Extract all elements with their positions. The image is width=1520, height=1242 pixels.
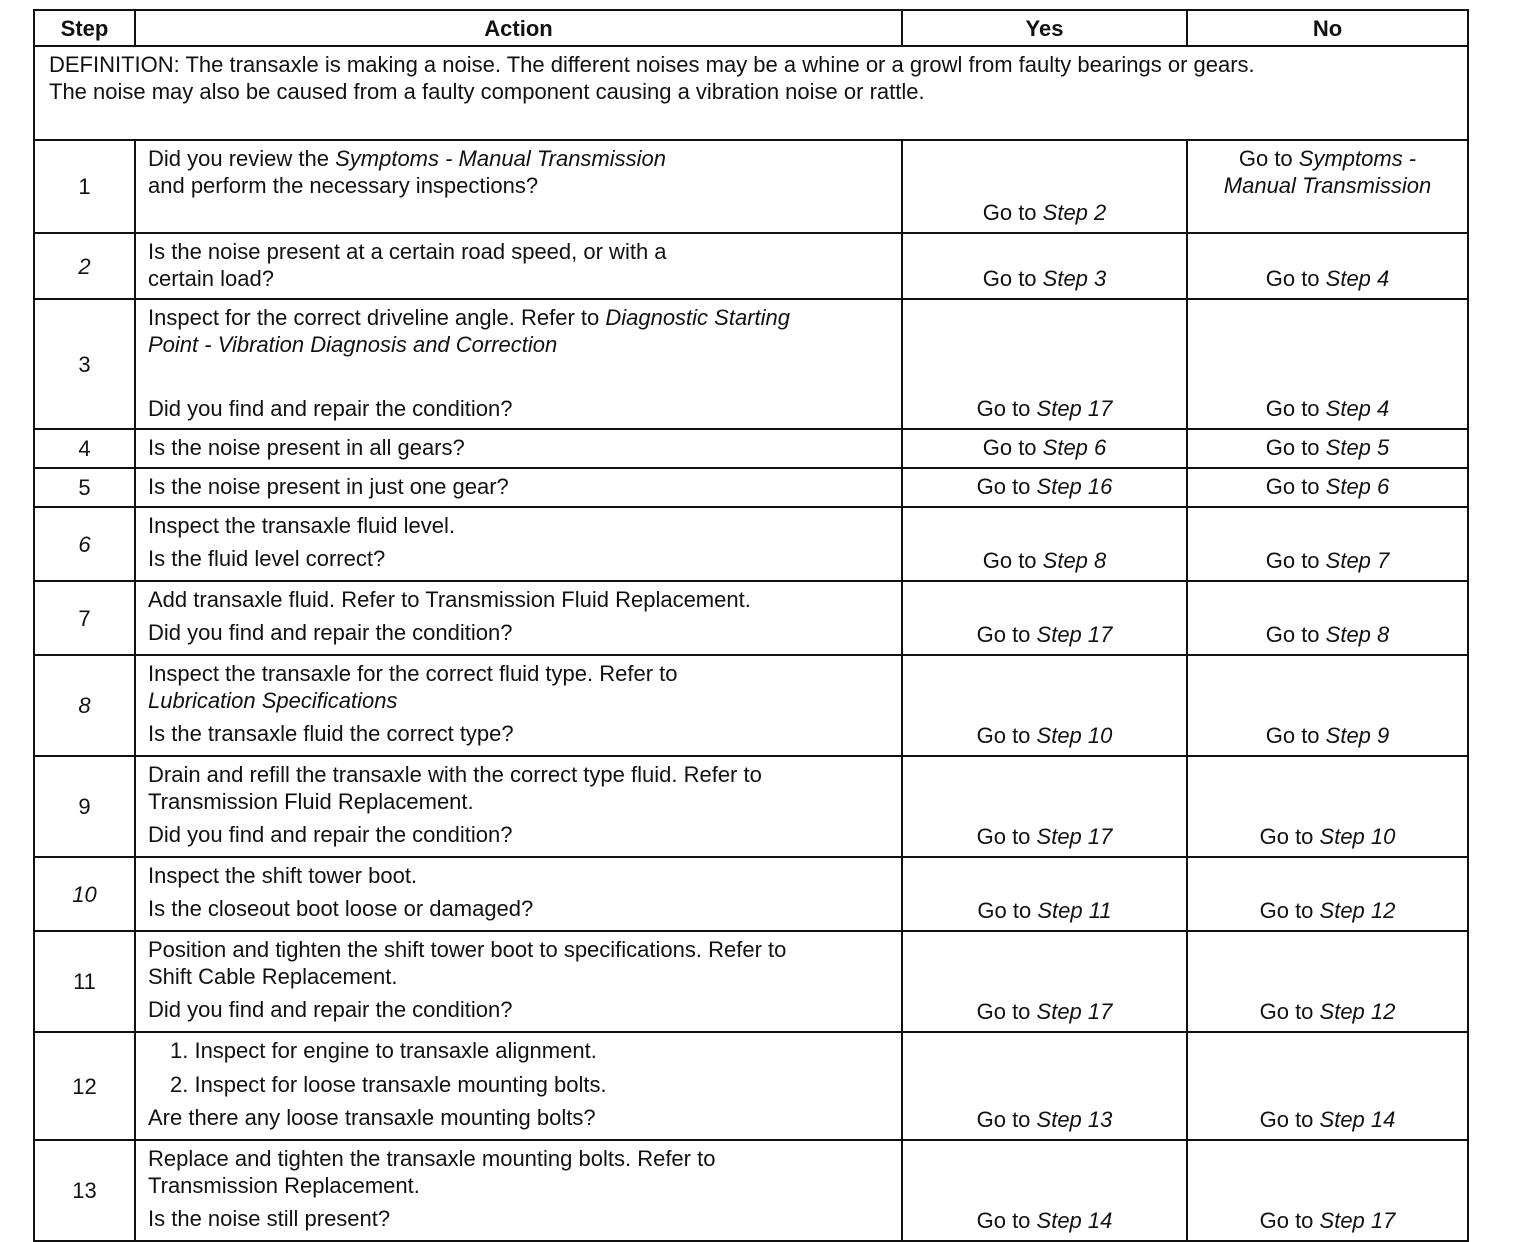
header-row [34,10,1468,46]
action-question: Is the closeout boot loose or damaged? [148,896,534,921]
yes-cell [902,655,1187,756]
yes-reference: Step 13 [1036,1107,1113,1132]
yes-reference: Step 3 [1042,266,1107,291]
no-cell [1187,507,1468,581]
no-prefix: Go to [1265,622,1326,647]
no-prefix: Go to [1259,999,1320,1024]
no-reference: Step 4 [1325,266,1390,291]
no-prefix: Go to [1259,1107,1320,1132]
no-prefix: Go to [1265,266,1326,291]
no-cell [1187,140,1468,233]
action-cell [135,857,902,931]
action-text: Transmission Replacement. [148,1173,420,1198]
action-text-plain: Did you review the [148,146,336,171]
action-text: Is the noise present in all gears? [148,435,465,460]
yes-cell [902,429,1187,468]
action-text: and perform the necessary inspections? [148,173,539,198]
table-row [34,756,1468,857]
no-prefix: Go to [1265,723,1326,748]
yes-prefix: Go to [976,622,1037,647]
action-text: Inspect the shift tower boot. [148,863,418,888]
yes-reference: Step 17 [1036,396,1113,421]
action-text: Is the noise present at a certain road speed, or with a [148,239,667,264]
action-question: Did you find and repair the condition? [148,396,513,421]
action-cell [135,756,902,857]
table-row [34,655,1468,756]
step-number: 12 [34,1032,135,1140]
yes-cell [902,857,1187,931]
table-row [34,233,1468,299]
action-text: Add transaxle fluid. Refer to Transmission Fluid Replacement. [148,587,751,612]
action-text: Transmission Fluid Replacement. [148,789,474,814]
step-number: 9 [34,756,135,857]
action-reference: Diagnostic Starting [605,305,790,330]
action-question: Is the transaxle fluid the correct type? [148,721,514,746]
no-cell [1187,1140,1468,1241]
yes-cell [902,299,1187,429]
yes-reference: Step 17 [1036,999,1113,1024]
step-number: 6 [34,507,135,581]
step-number: 8 [34,655,135,756]
yes-cell [902,1140,1187,1241]
no-cell [1187,857,1468,931]
definition-line-2: The noise may also be caused from a faulty component causing a vibration noise or rattle. [49,79,925,104]
action-question: Did you find and repair the condition? [148,997,513,1022]
definition-cell [34,46,1468,140]
action-text: Is the noise present in just one gear? [148,474,509,499]
action-text: Inspect the transaxle for the correct fluid type. Refer to [148,661,678,686]
no-reference: Step 9 [1325,723,1390,748]
no-reference: Step 17 [1319,1208,1396,1233]
step-number: 7 [34,581,135,655]
table-row [34,429,1468,468]
no-reference: Step 6 [1325,474,1390,499]
action-text [148,145,891,172]
yes-reference: Step 2 [1042,200,1107,225]
step-number: 13 [34,1140,135,1241]
header-action: Action [135,10,902,46]
yes-cell [902,581,1187,655]
no-reference: Step 4 [1325,396,1390,421]
action-reference: Lubrication Specifications [148,688,398,713]
action-reference: Symptoms - Manual Transmission [335,146,666,171]
diagnostic-table [33,9,1469,1242]
yes-prefix: Go to [976,396,1037,421]
table-row [34,140,1468,233]
yes-cell [902,140,1187,233]
definition-line-1: DEFINITION: The transaxle is making a noise. The different noises may be a whine or a growl from faulty bearings or gears. [49,52,1255,77]
yes-cell [902,756,1187,857]
no-cell [1187,429,1468,468]
table-row [34,581,1468,655]
table-row [34,507,1468,581]
action-cell [135,655,902,756]
table-row [34,857,1468,931]
yes-cell [902,507,1187,581]
yes-cell [902,468,1187,507]
action-cell [135,299,902,429]
yes-prefix: Go to [982,548,1043,573]
yes-cell [902,931,1187,1032]
no-reference: Step 7 [1325,548,1390,573]
action-text: Replace and tighten the transaxle mounting bolts. Refer to [148,1146,716,1171]
action-text: Shift Cable Replacement. [148,964,398,989]
action-text [148,304,891,331]
step-number: 1 [34,140,135,233]
no-cell [1187,756,1468,857]
yes-prefix: Go to [976,999,1037,1024]
definition-row [34,46,1468,140]
header-no: No [1187,10,1468,46]
step-number: 10 [34,857,135,931]
table-row [34,1140,1468,1241]
yes-prefix: Go to [982,266,1043,291]
table-row [34,1032,1468,1140]
no-prefix: Go to [1259,1208,1320,1233]
step-number: 3 [34,299,135,429]
no-reference-line-2: Manual Transmission [1223,173,1432,198]
table-row [34,299,1468,429]
action-cell [135,429,902,468]
action-question: Did you find and repair the condition? [148,822,513,847]
action-cell [135,507,902,581]
no-cell [1187,655,1468,756]
no-reference: Symptoms - [1298,146,1417,171]
action-text: certain load? [148,266,274,291]
yes-reference: Step 16 [1036,474,1113,499]
no-cell [1187,1032,1468,1140]
no-cell [1187,581,1468,655]
yes-reference: Step 17 [1036,824,1113,849]
no-reference: Step 12 [1319,898,1396,923]
yes-reference: Step 11 [1037,898,1112,923]
action-question: Is the noise still present? [148,1206,391,1231]
list-item: 1. Inspect for engine to transaxle alignment. [170,1038,597,1063]
action-cell [135,233,902,299]
yes-cell [902,1032,1187,1140]
action-cell [135,468,902,507]
action-cell [135,1032,902,1140]
no-prefix: Go to [1265,474,1326,499]
yes-prefix: Go to [977,898,1038,923]
yes-prefix: Go to [976,824,1037,849]
table-row [34,931,1468,1032]
no-reference: Step 5 [1325,435,1390,460]
no-prefix: Go to [1265,435,1326,460]
no-prefix: Go to [1265,548,1326,573]
yes-reference: Step 6 [1042,435,1107,460]
action-text-plain: Inspect for the correct driveline angle. Refer to [148,305,606,330]
action-cell [135,931,902,1032]
yes-prefix: Go to [976,723,1037,748]
step-number: 5 [34,468,135,507]
list-item: 2. Inspect for loose transaxle mounting bolts. [170,1072,607,1097]
no-prefix: Go to [1259,898,1320,923]
no-reference: Step 14 [1319,1107,1396,1132]
step-number: 2 [34,233,135,299]
no-reference: Step 12 [1319,999,1396,1024]
action-reference: Point - Vibration Diagnosis and Correction [148,332,558,357]
action-question: Did you find and repair the condition? [148,620,513,645]
no-reference: Step 8 [1325,622,1390,647]
yes-prefix: Go to [976,1208,1037,1233]
header-step: Step [34,10,135,46]
no-cell [1187,931,1468,1032]
action-text: Inspect the transaxle fluid level. [148,513,455,538]
action-text: Drain and refill the transaxle with the correct type fluid. Refer to [148,762,762,787]
table-row [34,468,1468,507]
yes-prefix: Go to [982,200,1043,225]
yes-prefix: Go to [976,474,1037,499]
action-question: Are there any loose transaxle mounting bolts? [148,1105,596,1130]
yes-cell [902,233,1187,299]
yes-prefix: Go to [976,1107,1037,1132]
action-cell [135,1140,902,1241]
no-prefix: Go to [1265,396,1326,421]
action-question: Is the fluid level correct? [148,546,386,571]
step-number: 4 [34,429,135,468]
yes-reference: Step 17 [1036,622,1113,647]
no-prefix: Go to [1238,146,1299,171]
no-cell [1187,233,1468,299]
header-yes: Yes [902,10,1187,46]
yes-reference: Step 10 [1036,723,1113,748]
yes-prefix: Go to [982,435,1043,460]
action-text: Position and tighten the shift tower boot to specifications. Refer to [148,937,787,962]
no-prefix: Go to [1259,824,1320,849]
no-cell [1187,468,1468,507]
step-number: 11 [34,931,135,1032]
no-reference: Step 10 [1319,824,1396,849]
action-cell [135,581,902,655]
no-cell [1187,299,1468,429]
yes-reference: Step 14 [1036,1208,1113,1233]
yes-reference: Step 8 [1042,548,1107,573]
action-cell [135,140,902,233]
